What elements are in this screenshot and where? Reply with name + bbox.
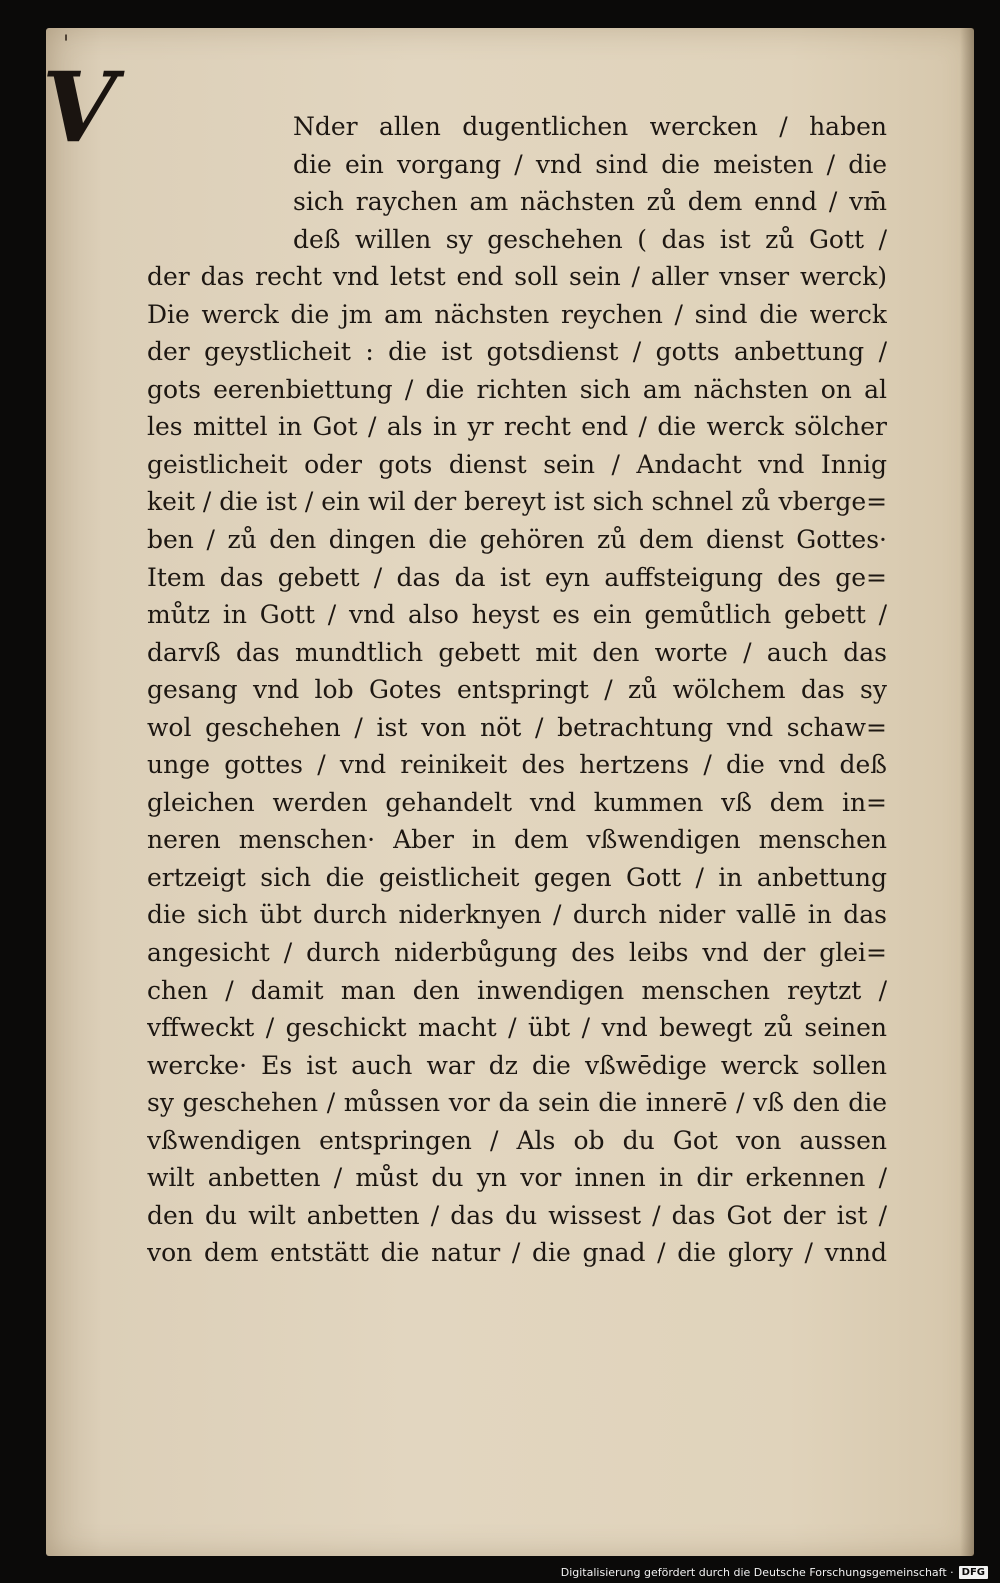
text-line: wilt anbetten / můst du yn vor innen in dir erkennen /: [147, 1163, 887, 1193]
text-line: vffweckt / geschickt macht / übt / vnd bewegt zů seinen: [147, 1013, 887, 1043]
text-line: můtz in Gott / vnd also heyst es ein gemůtlich gebett /: [147, 600, 887, 630]
digitization-credit: [561, 1564, 988, 1580]
dfg-logo: DFG: [959, 1566, 988, 1579]
text-line: wercke· Es ist auch war dz die vßwēdige werck sollen: [147, 1050, 887, 1080]
text-line: unge gottes / vnd reinikeit des hertzens / die vnd deß: [147, 750, 887, 780]
text-line: der geystlicheit : die ist gotsdienst / gotts anbettung /: [147, 337, 887, 367]
text-block: [147, 108, 887, 1272]
text-line: von dem entstätt die natur / die gnad / die glory / vnnd: [147, 1238, 887, 1268]
text-line: vßwendigen entspringen / Als ob du Got von aussen: [147, 1125, 887, 1155]
text-line: deß willen sy geschehen ( das ist zů Gott /: [293, 224, 887, 254]
text-line: darvß das mundtlich gebett mit den worte / auch das: [147, 637, 887, 667]
text-line: die sich übt durch niderknyen / durch nider vallē in das: [147, 900, 887, 930]
text-line: geistlicheit oder gots dienst sein / Andacht vnd Innig: [147, 449, 887, 479]
text-line: sy geschehen / můssen vor da sein die innerē / vß den die: [147, 1088, 887, 1118]
text-line: der das recht vnd letst end soll sein / aller vnser werck): [147, 262, 887, 292]
text-line: chen / damit man den inwendigen menschen reytzt /: [147, 975, 887, 1005]
text-line: angesicht / durch niderbůgung des leibs vnd der glei=: [147, 938, 887, 968]
credit-text: Digitalisierung gefördert durch die Deutsche Forschungsgemeinschaft ·: [560, 1565, 954, 1579]
text-line: ertzeigt sich die geistlicheit gegen Gott / in anbettung: [147, 862, 887, 892]
text-line: sich raychen am nächsten zů dem ennd / vm̄: [293, 187, 887, 217]
page-edge-shadow: [960, 28, 974, 1556]
text-line: Die werck die jm am nächsten reychen / sind die werck: [147, 299, 887, 329]
text-line: keit / die ist / ein wil der bereyt ist sich schnel zů vberge=: [147, 487, 887, 517]
text-line: Nder allen dugentlichen wercken / haben: [293, 112, 887, 141]
text-line: gleichen werden gehandelt vnd kummen vß dem in=: [147, 787, 887, 817]
decorated-initial: V: [42, 51, 117, 164]
book-page: [42, 28, 974, 1556]
text-line: gesang vnd lob Gotes entspringt / zů wölchem das sy: [147, 675, 887, 705]
ink-tick-mark: ': [63, 32, 70, 57]
text-line: gots eerenbiettung / die richten sich am nächsten on al: [147, 374, 887, 404]
text-line: die ein vorgang / vnd sind die meisten / die: [293, 149, 887, 179]
text-line: ben / zů den dingen die gehören zů dem dienst Gottes·: [147, 525, 887, 555]
text-line: den du wilt anbetten / das du wissest / das Got der ist /: [147, 1200, 887, 1230]
text-line: Item das gebett / das da ist eyn auffsteigung des ge=: [147, 562, 887, 592]
text-line: les mittel in Got / als in yr recht end / die werck sölcher: [147, 412, 887, 442]
text-line: neren menschen· Aber in dem vßwendigen menschen: [147, 825, 887, 855]
text-line: wol geschehen / ist von nöt / betrachtung vnd schaw=: [147, 712, 887, 742]
